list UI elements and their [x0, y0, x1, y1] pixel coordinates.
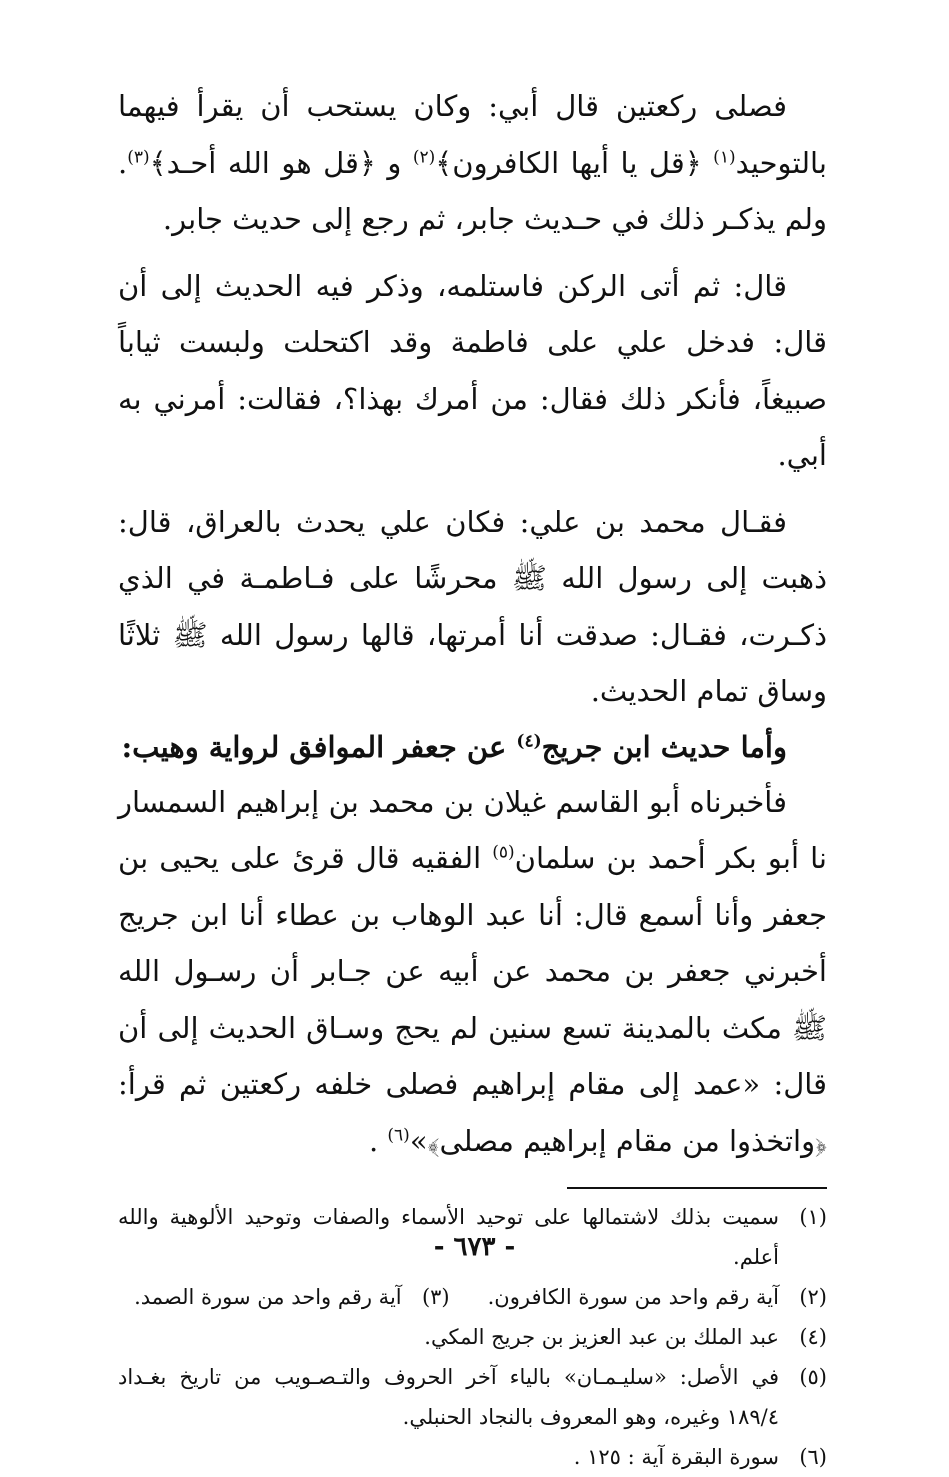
- footnote-ref-6: (٦): [387, 1124, 410, 1145]
- footnote-text: آية رقم واحد من سورة الصمد.: [134, 1285, 402, 1309]
- footnote-5: [118, 1357, 827, 1437]
- paragraph-4-text-c: .: [368, 1123, 388, 1158]
- paragraph-1-text-d: . ولم يذكـر ذلك في حـديث جابر، ثم رجع إلى حديث جابر.: [118, 145, 827, 236]
- footnote-text: عبد الملك بن عبد العزيز بن جريج المكي.: [424, 1325, 779, 1349]
- footnote-text: سميت بذلك لاشتمالها على توحيد الأسماء والصفات وتوحيد الألوهية والله أعلم.: [118, 1205, 779, 1269]
- footnote-ref-5: (٥): [492, 842, 515, 863]
- main-text: [118, 78, 827, 1169]
- paragraph-4-text-b: الفقيه قال قرئ على يحيى بن جعفر وأنا أسمع قال: أنا عبد الوهاب بن عطاء أنا ابن جريج أخبرني جعفر بن محمد عن أبيه عن جـابر أن رسـول الله ﷺ مكث بالمدينة تسع سنين لم يحج وسـاق الحديث إلى أن قال: «عمد إلى مقام إبراهيم فصلى خلفه ركعتين ثم قرأ: ﴿واتخذوا من مقام إبراهيم مصلى﴾»: [118, 841, 827, 1158]
- paragraph-1-text-c: و ﴿قل هو الله أحـد﴾: [149, 145, 413, 180]
- paragraph-2: قال: ثم أتى الركن فاستلمه، وذكر فيه الحديث إلى أن قال: فدخل علي على فاطمة وقد اكتحلت ولبست ثياباً صبيغاً، فأنكر ذلك فقال: من أمرك بهذا؟، فقالت: أمرني به أبي.: [118, 268, 827, 472]
- page-number: - ٦٧٣ -: [433, 1232, 516, 1262]
- footnote-text: في الأصل: «سليـمـان» بالياء آخر الحروف والتـصـويب من تاريخ بغـداد ١٨٩/٤ وغيره، وهو المعروف بالنجاد الحنبلي.: [118, 1365, 779, 1429]
- footnote-divider: [567, 1187, 827, 1189]
- footnote-ref-3: (٣): [127, 146, 150, 167]
- paragraph-4: [118, 774, 827, 1170]
- footnote-text: سورة البقرة آية : ١٢٥ .: [573, 1445, 779, 1469]
- footnote-text: آية رقم واحد من سورة الكافرون.: [487, 1285, 779, 1309]
- footnote-number: (٦): [799, 1445, 827, 1469]
- footnote-ref-4: (٤): [516, 730, 542, 751]
- paragraph-4-text-a: فأخبرناه أبو القاسم غيلان بن محمد بن إبراهيم السمسار نا أبو بكر أحمد بن سلمان: [118, 784, 828, 875]
- paragraph-1-text-a: فصلى ركعتين قال أبي: وكان يستحب أن يقرأ فيهما بالتوحيد: [118, 89, 827, 180]
- footnote-number: (٣): [421, 1285, 450, 1309]
- paragraph-1: [118, 78, 827, 248]
- footnote-number: (١): [799, 1205, 827, 1229]
- footnote-3: [134, 1277, 450, 1317]
- section-heading-text-b: عن جعفر الموافق لرواية وهيب:: [121, 729, 517, 764]
- paragraph-1-text-b: ﴿قل يا أيها الكافرون﴾: [435, 145, 714, 180]
- footnote-ref-2: (٢): [412, 146, 436, 167]
- footnote-6: [118, 1437, 827, 1477]
- footnote-ref-1: (١): [713, 146, 736, 167]
- section-heading: [118, 720, 827, 774]
- paragraph-3: فقـال محمد بن علي: فكان علي يحدث بالعراق، قال: ذهبت إلى رسول الله ﷺ محرشًا على فـاطمـة في الذي ذكـرت، فقـال: صدقت أنا أمرتها، قالها رسول الله ﷺ ثلاثًا وساق تمام الحديث.: [118, 504, 827, 708]
- footnote-number: (٢): [799, 1285, 827, 1309]
- section-heading-text-a: وأما حديث ابن جريج: [541, 729, 787, 764]
- footnote-4: [118, 1317, 827, 1357]
- footnote-2: [488, 1277, 827, 1317]
- footnote-number: (٤): [799, 1325, 827, 1349]
- footnote-number: (٥): [799, 1365, 827, 1389]
- footnote-row-2-3: [118, 1277, 827, 1317]
